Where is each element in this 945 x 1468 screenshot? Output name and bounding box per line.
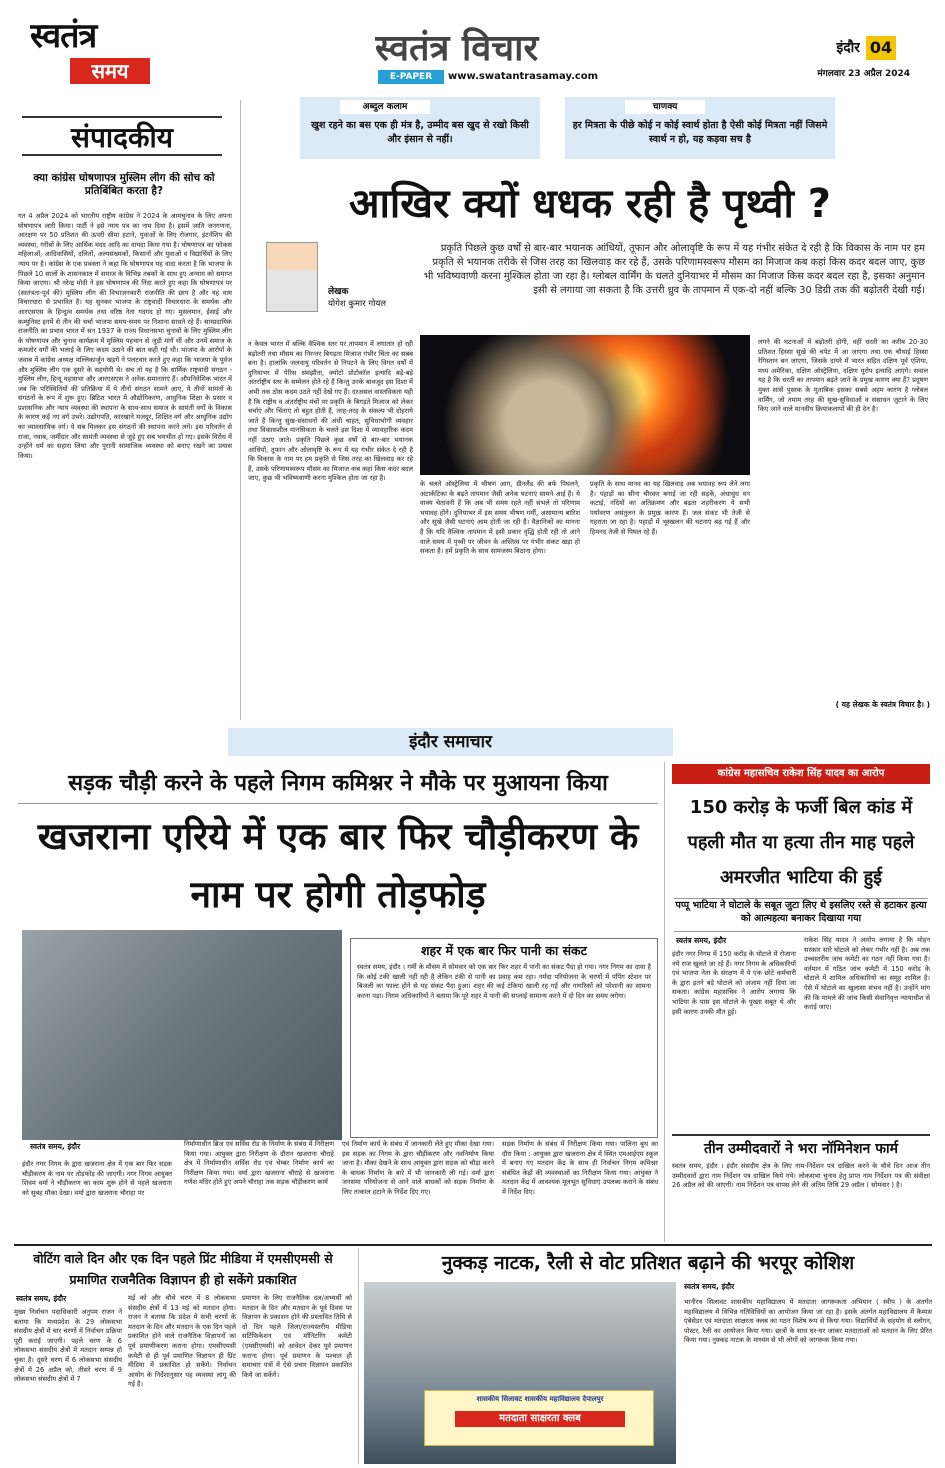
khajrana-body-1: इंदौर नगर निगम के द्वारा खजराना क्षेत्र में एक बार फिर सड़क चौड़ीकरण के नाम पर तोड़फोड़ की जाएगी। नगर निगम आयुक्त शिवम वर्मा ने चौड़ीकरण का काम शुरू होने से पहले खजराना को सुबह मौका देखा। वर्मा द्वारा खजराना चौराहा पर [22, 1160, 172, 1197]
author-box [258, 240, 428, 336]
issue-date: मंगलवार 23 अप्रैल 2024 [817, 69, 910, 79]
voter-club-banner [424, 1390, 654, 1446]
editorial-body: गत 4 अप्रैल 2024 को भारतीय राष्ट्रीय कांग्रेस ने 2024 के आमचुनाव के लिए अपना घोषणापत्र जारी किया। पार्टी ने इसे न्याय पत्र का नाम दिया है। इसमें जाति जनगणना, आरक्षण पर 50 प्रतिशत की ऊपरी सीमा हटाने, युवाओं के लिए रोजगार, इंटर्नशिप की व्यवस्था, गरीबों के लिए आर्थिक मदद आदि का वायदा किया गया है। घोषणापत्र का फोकस महिलाओं, आदिवासियों, दलितों, अल्पसंख्यकों, किसानों और युवाओं व विद्यार्थियों के लिए न्याय पर है। कांग्रेस के एक प्रवक्ता ने कहा कि घोषणापत्र यह वादा करता है कि भाजपा के पिछले 10 सालों के शासनकाल में समाज के विभिन्न तबकों के साथ हुए अन्याय को समाप्त किया जाएगा। श्री नरेन्द्र मोदी ने इस घोषणापत्र की निंदा करते हुए कहा कि घोषणापत्र पर (स्वतंत्रता-पूर्व की) मुस्लिम लीग की विभाजनकारी राजनीति की छाप है और यह वाम विचारधारा से प्रभावित है। यह सुनकर भाजपा के राष्ट्रवादी विचारधारा के समर्थक और आरएसएस के हिन्दुत्व समर्थक तथा वरिष्ठ नेता गदगद हो गए। मुसलमान, ईसाई और कम्युनिस्ट इनमें से तीन की चर्चा भाजपा समय-समय पर निशाना साधते रहे हैं। साम्प्रदायिक राजनीति का प्रभाव भारत में सन 1937 के राज्य विधानसभा चुनावों के लिए मुस्लिम लीग के घोषणापत्र और चुनाव कार्यक्रम में मुस्लिम पहचान से जुड़ी मांगें थीं और उनमें समाज के कमजोर वर्गों की भलाई के लिए कदम उठाने की बात कही गई थी। भाजपा के आरोपों के जवाब में कांग्रेस अध्यक्ष मल्लिकार्जुन खड़गे ने पलटवार करते हुए कहा कि भाजपा के पूर्वज और मुस्लिम लीग एक दूसरे के सहयोगी थे। सच तो यह है कि धार्मिक राष्ट्रवादी संगठन - मुस्लिम लीग, हिन्दू महासभा और आरएसएस ने अनेक समानताएं हैं। औपनिवेशिक भारत में जब कि परिस्थितियों की प्रतिक्रिया में ये तीनों संगठन सामने आए, ये तीनों सामंतों के संगठनों के रूप में शुरू हुए। ब्रिटिश भारत में औद्योगिकरण, आधुनिक शिक्षा के प्रसार व प्रशासनिक और न्याय व्यवस्था की स्थापना के साथ-साथ समाज के सामंती वर्गों के विकास के कारण कई नए वर्ग उभरे। उद्योगपति, कारखाने मजदूर, शिक्षित वर्ग और आधुनिक उद्योग का व्यावसायिक वर्ग। ये सब मिलकर इस संगठनों की स्थापना करने लगे। इस परिवर्तन से राजा, नवाब, जमींदार और सामंती व्यवस्था से जुड़े हुए सब भयभीत हो गए। इसके विरोध में उन्होंने धर्म का सहारा लिया और पुरानी सामाजिक व्यवस्था को बनाए रखने का प्रयास किया। [18, 212, 232, 460]
congress-byline: स्वतंत्र समय, इंदौर [676, 936, 727, 945]
quote-kalam [300, 97, 540, 159]
page-title: स्वतंत्र विचार [375, 28, 539, 69]
lead-col-1: न केवल भारत में बल्कि वैश्विक स्तर पर तापमान में लगातार हो रही बढ़ोतरी तथा मौसम का निरन्तर बिगड़ता मिजाज गंभीर चिंता का सबब बना है। हालांकि जलवायु परिवर्तन से निपटने के लिए विगत वर्षों में दुनियाभर में पेरिस समझौता, क्योटो प्रोटोकॉल इत्यादि बड़े-बड़े अंतर्राष्ट्रीय स्तर के सम्मेलन होते रहे हैं किन्तु उनके बावजूद इस दिशा में अभी तक ठोस कदम उठते नहीं देखे गए हैं। दरअसल वास्तविकता यही है कि राष्ट्रीय व अंतर्राष्ट्रीय मंचों पर प्रकृति के बिगड़ते मिजाज को लेकर चर्चाएं और चिंताएं तो बहुत होती हैं, तरह-तरह के संकल्प भी दोहराये जाते हैं किन्तु सुख-संसाधनों की अंधी चाहत, सुविधाभोगी व्यवहार तथा विकासशील मानसिकता के चलते इस दिशा में व्यावहारिक कदम नहीं उठाए जाते। प्रकृति पिछले कुछ वर्षों से बार-बार भयानक आंधियों, तूफान और ओलावृष्टि के रूप में यह गंभीर संकेत दे रही है कि विकास के नाम पर हम प्रकृति से जिस तरह का खिलवाड़ कर रहे हैं, उसके परिणामस्वरूप मौसम का मिजाज कब कहां किस कदर बदल जाए, कुछ भी भविष्यवाणी करना मुश्किल होता जा रहा है। [248, 340, 413, 483]
quote-author: चाणक्य [625, 100, 705, 114]
water-crisis-box [350, 938, 658, 1138]
lead-intro: प्रकृति पिछले कुछ वर्षों से बार-बार भयानक आंधियों, तूफान और ओलावृष्टि के रूप में यह गंभीर संकेत दे रही है कि विकास के नाम पर हम प्रकृति से भयानक तरीके से जिस तरह का खिलवाड़ कर रहे हैं, उसके परिणामस्वरूप मौसम का मिजाज कब कहां किस कदर बदल जाए, कुछ भी भविष्यवाणी करना मुश्किल होता जा रहा है। ग्लोबल वार्मिंग के चलते दुनियाभर में मौसम का मिजाज किस कदर बदल रहा है, इसका अनुमान इसी से लगाया जा सकता है कि उत्तरी ध्रुव के तापमान में एक-दो नहीं बल्कि 30 डिग्री तक की बढ़ोतरी देखी गई। [423, 243, 925, 296]
lead-col-4: लगने की घटनाओं में बढ़ोतरी होगी, वहीं धरती का करीब 20-30 प्रतिशत हिस्सा सूखे की चपेट में आ जाएगा तथा एक चौथाई हिस्सा रेगिस्तान बन जाएगा, जिसके दायरे में भारत सहित दक्षिण पूर्व एशिया, मध्य अमेरिका, दक्षिण ऑस्ट्रेलिया, दक्षिण यूरोप इत्यादि आएंगे। सवाल यह है कि धरती का तापमान बढ़ते जाने के प्रमुख कारण क्या हैं? प्रदूषण मुक्त सांसें पुस्तक के मुताबिक इसका सबसे अहम कारण है ग्लोबल वार्मिंग, जो तमाम तरह की सुख-सुविधाओं व संसाधन जुटाने के लिए किए जाने वाले मानवीय क्रियाकलापों की ही देन है। [758, 338, 928, 414]
logo-top: स्वतंत्र [30, 18, 97, 56]
voting-ads-headline: वोटिंग वाले दिन और एक दिन पहले प्रिंट मीडिया में एमसीएमसी से प्रमाणित राजनैतिक विज्ञापन ही हो सकेंगे प्रकाशित [33, 1251, 333, 1287]
congress-body-2: राकेश सिंह यादव ने आरोप लगाया है कि मोहन सरकार सारे घोटाले को लेकर गंभीर नहीं है। अब तक उच्चस्तरीय जांच कमेटी का गठन नहीं किया गया है। वर्तमान में गठित जांच कमेटी में 150 करोड़ के घोटाले में शामिल अधिकारियों का समूह शामिल है। ऐसे में घोटाले का खुलासा संभव नहीं है। उन्होंने मांग की कि मामले की जांच किसी सेवानिवृत्त न्यायाधीश से कराई जाए। [804, 936, 930, 1012]
khajrana-body-4: सड़क निर्माण के संबंध में निरीक्षण किया गया। पालिना बुथ का दौरा किया : आयुक्त द्वारा खजराना क्षेत्र में स्थित एमआईएम स्कूल में बनाए गए मतदान केंद्र के साथ ही निर्वाचन निगम कमिश्नर संबंधित केंद्रों की व्यवस्थाओं का निरीक्षण किया गया। आयुक्त ने मतदान केंद्र में आवश्यक मूलभूत सुविधाएं उपलब्ध कराने के संबंध में निर्देश दिए। [502, 1140, 658, 1196]
city-label: इंदौर [836, 40, 860, 56]
column-divider [240, 100, 241, 720]
editorial-headline: क्या कांग्रेस घोषणापत्र मुस्लिम लीग की सोच को प्रतिबिंबित करता है? [33, 172, 215, 197]
khajrana-headline: खजराना एरिये में एक बार फिर चौड़ीकरण के नाम पर होगी तोड़फोड़ [37, 815, 639, 916]
author-photo [266, 242, 318, 312]
logo-badge: समय [70, 58, 150, 84]
congress-kicker: कांग्रेस महासचिव राकेश सिंह यादव का आरोप [672, 764, 930, 784]
quote-text: खुश रहने का बस एक ही मंत्र है, उम्मीद बस खुद से रखो किसी और इंसान से नहीं। [311, 120, 529, 145]
voting-ads-byline: स्वतंत्र समय, इंदौर [16, 1294, 67, 1303]
congress-body-1: इंदौर नगर निगम में 150 करोड़ के घोटाले में रोजाना नये राज खुलते जा रहे हैं। नगर निगम के अधिकारियों एवं भाजपा नेता के संरक्षण में ये एक छोटे कर्मचारी के द्वारा इतने बड़े घोटाले को अंजाम नहीं दिया जा सकता। कांग्रेस महासचिव ने आरोप लगाया कि भाटिया के पास इस घोटाले के पुख्ता सबूत थे और इसी कारण उनकी मौत हुई। [672, 950, 796, 1016]
indore-section-title: इंदौर समाचार [409, 732, 492, 752]
khajrana-kicker: सड़क चौड़ी करने के पहले निगम कमिश्नर ने मौके पर मुआयना किया [18, 764, 658, 804]
epaper-badge: E-PAPER [378, 70, 444, 84]
congress-subhead: पप्पू भाटिया ने घोटाले के सबूत जुटा लिए थे इसलिए रस्ते से हटाकर हत्या को आत्महत्या बनाकर दिखाया गया [674, 898, 928, 932]
voting-ads-body-1: मुख्य निर्वाचन पदाधिकारी अनुपम राजन ने बताया कि मध्यप्रदेश के 29 लोकसभा संसदीय क्षेत्रों में चार चरणों में निर्वाचन प्रक्रिया पूरी कराई जाएगी। पहले चरण के 6 लोकसभा संसदीय क्षेत्रों में मतदान सम्पन्न हो चुका है। दूसरे चरण में 6 लोकसभा संसदीय क्षेत्रों में 26 अप्रैल को, तीसरे चरण में 9 लोकसभा संसदीय क्षेत्रों में 7 [14, 1308, 122, 1384]
voting-ads-body-2: मई को और चौथे चरण में 8 लोकसभा संसदीय क्षेत्रों में 13 मई को मतदान होगा। राजन ने बताया कि प्रदेश में सभी चरणों के मतदान के दिन और मतदान के एक दिन पहले प्रकाशित होने वाले राजनैतिक विज्ञापनों का पूर्व प्रमाणीकरण कराना होगा। एमसीएमसी कमेटी से ही पूर्व प्रमाणित विज्ञापन ही प्रिंट मीडिया में प्रकाशित हो सकेंगे। निर्वाचन आयोग के निर्देशानुसार यह व्यवस्था लागू की गई है। [128, 1294, 236, 1389]
author-name: योगेश कुमार गोयल [328, 299, 387, 309]
earth-burning-photo [420, 335, 750, 475]
nomination-body: स्वतंत्र समय, इंदौर । इंदौर संसदीय क्षेत्र के लिए नाम-निर्देशन पत्र दाखिल करने के चौथे दिन आज तीन उम्मीदवारों द्वारा नाम निर्देशन पत्र दाखिल किये गये। लोकसभा चुनाव हेतु प्राप्त नाम निर्देशन पत्र की संवीक्षा 26 अप्रैल को की जाएगी। नाम निर्देशन पत्र वापस लेने की अंतिम तिथि 29 अप्रैल ( सोमवार ) है। [672, 1162, 930, 1190]
website[interactable]: www.swatantrasamay.com [448, 71, 599, 82]
quote-text: हर मित्रता के पीछे कोई न कोई स्वार्थ होता है ऐसी कोई मित्रता नहीं जिसमे स्वार्थ न हो, यह कड़वा सच है [572, 120, 828, 145]
commissioner-inspection-photo [22, 930, 342, 1140]
voting-ads-body-3: प्रमाणन के लिए राजनैतिक दल/अभ्यर्थी को मतदान के दिन और मतदान के पूर्व दिवस पर विज्ञापन के प्रकाशन होने की प्रस्तावित तिथि से दो दिन पहले जिला/राज्यस्तरीय मीडिया सर्टिफिकेशन एवं मॉनिटरिंग कमेटी (एमसीएमसी) को आवेदन देकर पूर्व प्रमाणन कराना होगा। पूर्व प्रमाणन के पश्चात ही समाचार पत्रों में ऐसे प्रचार विज्ञापन प्रकाशित किये जा सकेंगे। [242, 1294, 352, 1379]
lead-footer: ( यह लेखक के स्वतंत्र विचार है। ) [835, 700, 930, 709]
lead-col-2: के चलते ऑस्ट्रेलिया में भीषण आग, ग्रीनलैंड की बर्फ पिघलने, अंटार्कटिका के बढ़ते तापमान जैसी अनेक घटनाएं सामने आई हैं। ये वाक्य चेतावनी हैं कि अब भी समय रहते नहीं संभले तो परिणाम भयावह होंगे। दुनियाभर में इस समय भीषण गर्मी, असामान्य बारिश और सूखे जैसी घटनाएं आम होती जा रही हैं। वैज्ञानिकों का मानना है कि यदि वैश्विक तापमान में इसी प्रकार वृद्धि होती रही तो आने वाले समय में पृथ्वी पर जीवन के अस्तित्व पर गंभीर संकट खड़ा हो सकता है। हमें प्रकृति के साथ सामंजस्य बिठाना होगा। [420, 480, 580, 556]
author-label: लेखक [328, 287, 349, 296]
nukkad-byline: स्वतंत्र समय, इंदौर [684, 1282, 735, 1291]
banner-line: शासकीय सिलावट शासकीय महाविद्यालय देपालपुर [476, 1395, 604, 1403]
editorial [14, 98, 236, 718]
water-crisis-body: स्वतंत्र समय, इंदौर । गर्मी के मौसम में सोमवार को एक बार फिर शहर में पानी का संकट पैदा हो गया। नगर निगम का दावा है कि कोई टंकी खाली नहीं रही है लेकिन टंकी से पानी का प्रवाह कम रहा। नर्मदा परियोजना के चरणों में पंपिंग स्टेशन पर बिजली का फाल्ट होने से यह संकट पैदा हुआ। शहर की कई टंकियां खाली रह गईं और नागरिकों को परेशानी का सामना करना पड़ा। निगम अधिकारियों ने बताया कि पूरे शहर में पानी की सप्लाई सामान्य करने में दो दिन का समय लगेगा। [357, 963, 651, 1000]
nomination-headline: तीन उम्मीदवारों ने भरा नॉमिनेशन फार्म [672, 1134, 930, 1160]
congress-headline: 150 करोड़ के फर्जी बिल कांड में पहली मौत या हत्या तीन माह पहले अमरजीत भाटिया की हुई [687, 797, 915, 888]
khajrana-body-3: एवं निर्माण कार्य के संबंध में जानकारी लेते हुए मौका देखा गया। इस सड़क का निगम के द्वारा चौड़ीकरण और नवनिर्माण किया जाना है। मौका देखने के साथ आयुक्त द्वारा सड़क को चौड़ा करने के बाधक निर्माण के बारे में भी जानकारी ली गई। वर्मा द्वारा जनसमा परियोजना से आने वाले बाधकों को सड़क निर्माण के लिए तत्काल हटाने के निर्देश दिए गए। [342, 1140, 494, 1196]
khajrana-body-2: निर्माणाधीन ब्रिज एवं सर्विस रोड के निर्माण के संबंध में निरीक्षण किया गया। आयुक्त द्वारा निरीक्षण के दौरान खजराना चौराहे क्षेत्र में निर्माणाधीन सर्विस रोड एवं चेम्बर निर्माण कार्य का निरीक्षण किया गया। वर्मा द्वारा खजराना चौराहे से खजराना गणेश मंदिर होते हुए अपने चौराहा तक सड़क चौड़ीकरण कार्य [184, 1140, 334, 1187]
water-crisis-headline: शहर में एक बार फिर पानी का संकट [421, 943, 587, 958]
page-number: 04 [866, 36, 896, 60]
quote-chanakya [565, 97, 835, 159]
lead-headline: आखिर क्यों धधक रही है पृथ्वी ? [349, 181, 831, 227]
column-divider [358, 1248, 359, 1464]
indore-section-bar [228, 728, 673, 756]
masthead [0, 0, 945, 100]
quote-author: अब्दुल कलाम [340, 100, 430, 114]
section-rule [14, 1244, 932, 1246]
column-divider [664, 762, 665, 1242]
nukkad-headline: नुक्कड़ नाटक, रैली से वोट प्रतिशत बढ़ाने की भरपूर कोशिश [441, 1252, 855, 1274]
lead-col-3: प्रकृति के साथ मानव का यह खिलवाड़ अब भयावह रूप लेने लगा है। पहाड़ों का सीना चीरकर बनाई जा रही सड़कें, अंधाधुंध वन कटाई, नदियों का अतिक्रमण और बढ़ता शहरीकरण ये सभी पर्यावरण असंतुलन के प्रमुख कारण हैं। जल संकट भी तेजी से गहराता जा रहा है। पहाड़ों में भूस्खलन की घटनाएं बढ़ गई हैं और हिमनद तेजी से पिघल रहे हैं। [590, 480, 750, 536]
voter-awareness-club-photo [364, 1282, 676, 1464]
banner-title: मतदाता साक्षरता क्लब [455, 1411, 625, 1427]
nukkad-body: भानीरथ सिलावट शासकीय महाविद्यालय में मतदाता जागरूकता अभियान ( स्वीप ) के अंतर्गत महाविद्यालय में विभिन्न गतिविधियों का आयोजन किया जा रहा है। इसके अंतर्गत महाविद्यालय में कैम्पस एंबेसेडर एवं मतदाता साक्षरता क्लब का गठन विशेष रूप से किया गया। विद्यार्थियों के सहयोग से स्लोगन, पोस्टर, रैली का आयोजन किया गया। छात्रों के साथ घर-घर जाकर मतदाताओं को मतदान के लिए प्रेरित किया गया। नुक्कड़ नाटक के माध्यम से भी लोगों को जागरूक किया गया। [684, 1298, 932, 1345]
editorial-section-title: संपादकीय [22, 116, 222, 156]
khajrana-byline: स्वतंत्र समय, इंदौर [30, 1142, 81, 1151]
